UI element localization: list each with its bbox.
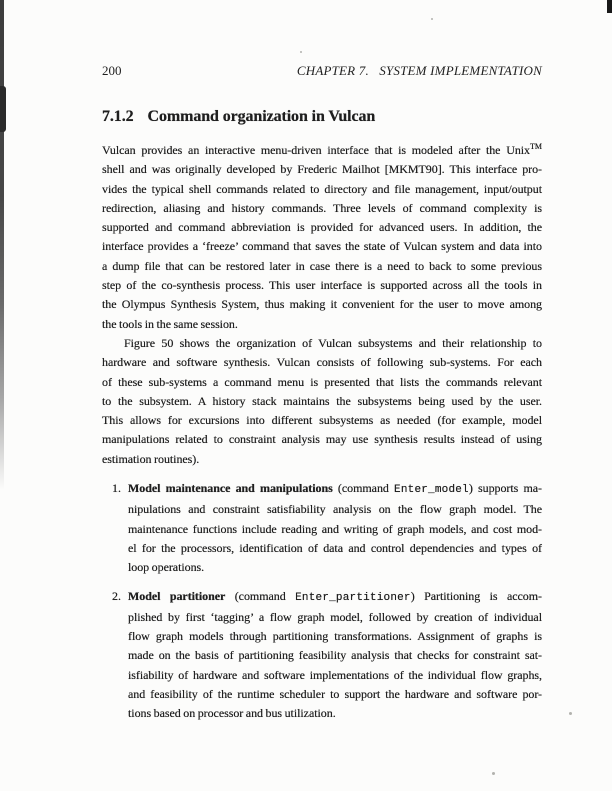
- numbered-list-item: [102, 479, 542, 577]
- text-line: to the subsystem. A history stack maintains the subsystems being used by the user.: [102, 393, 542, 408]
- trademark-symbol: TM: [530, 142, 542, 151]
- running-header: [102, 63, 542, 79]
- text-line: estimation routines).: [102, 451, 200, 466]
- text-line: hardware and software synthesis. Vulcan consists of following sub-systems. For each: [102, 355, 542, 370]
- text-line: manipulations related to constraint analysis may use synthesis results instead of using: [102, 432, 542, 447]
- text-line: flow graph models through partitioning transformations. Assignment of graphs is: [128, 629, 542, 644]
- scan-edge-artifact: [0, 0, 4, 490]
- text-line: maintenance functions include reading and writing of graph models, and cost mod-: [128, 521, 542, 536]
- text-line: This allows for excursions into different subsystems as needed (for example, model: [102, 413, 542, 428]
- list-item-number: 1.: [112, 481, 121, 496]
- text-line: Model partitioner (command Enter_partitioner) Partitioning is accom-: [128, 588, 542, 604]
- text-line: of these sub-systems a command menu is presented that lists the commands relevant: [102, 374, 542, 389]
- scan-speck-artifact: [300, 51, 302, 53]
- text-line: loop operations.: [128, 560, 205, 575]
- command-name: Enter_model: [394, 484, 469, 497]
- text-line: redirection, aliasing and history commands. Three levels of command complexity is: [102, 200, 542, 215]
- section-heading: [102, 106, 542, 127]
- scan-edge-blob-artifact: [0, 86, 6, 132]
- text-line: the tools in the same session.: [102, 316, 238, 331]
- page-number: 200: [102, 63, 122, 78]
- text-line: Model maintenance and manipulations (command Enter_model) supports ma-: [128, 481, 542, 497]
- text-line: isfiability of hardware and software implementations of the individual flow graphs,: [128, 667, 542, 682]
- numbered-list: [102, 479, 542, 724]
- paragraphs-container: [102, 141, 542, 469]
- list-item-number: 2.: [112, 588, 121, 603]
- text-line: and feasibility of the runtime scheduler to support the hardware and software por-: [128, 687, 542, 702]
- text-line: el for the processors, identification of data and control dependencies and types of: [128, 540, 542, 555]
- text-line: interface provides a ‘freeze’ command that saves the state of Vulcan system and data into: [102, 239, 542, 254]
- text-line: vides the typical shell commands related to directory and file management, input/output: [102, 181, 542, 196]
- text-line: shell and was originally developed by Frederic Mailhot [MKMT90]. This interface pro-: [102, 162, 542, 177]
- text-line: nipulations and constraint satisfiability analysis on the flow graph model. The: [128, 502, 542, 517]
- section-title: Command organization in Vulcan: [147, 108, 376, 125]
- text-line: Vulcan provides an interactive menu-driven interface that is modeled after the Unix™: [102, 142, 542, 157]
- scan-speck-artifact: [569, 712, 572, 715]
- command-name: Enter_partitioner: [295, 591, 411, 604]
- text-line: made on the basis of partitioning feasibility analysis that checks for constraint sat-: [128, 648, 542, 663]
- scan-speck-artifact: [492, 772, 495, 775]
- page-content: [102, 63, 542, 724]
- text-line: a dump file that can be restored later in case there is a need to back to some previous: [102, 258, 542, 273]
- section-number: 7.1.2: [102, 108, 134, 125]
- paragraph: [102, 334, 542, 469]
- scan-speck-artifact: [431, 18, 433, 20]
- text-line: supported and command abbreviation is provided for advanced users. In addition, the: [102, 220, 542, 235]
- text-line: tions based on processor and bus utilization.: [128, 706, 336, 721]
- text-line: Figure 50 shows the organization of Vulcan subsystems and their relationship to: [124, 335, 542, 350]
- running-header-chapter-title: CHAPTER 7. SYSTEM IMPLEMENTATION: [296, 63, 542, 78]
- text-line: step of the co-synthesis process. This user interface is supported across all the tools in: [102, 278, 542, 293]
- paragraph: [102, 141, 542, 334]
- text-line: plished by first ‘tagging’ a flow graph model, followed by creation of individual: [128, 609, 542, 624]
- numbered-list-item: [102, 587, 542, 724]
- body-text: [102, 141, 542, 724]
- scan-corner-artifact: [607, 0, 612, 13]
- text-line: the Olympus Synthesis System, thus making it convenient for the user to move among: [102, 297, 542, 312]
